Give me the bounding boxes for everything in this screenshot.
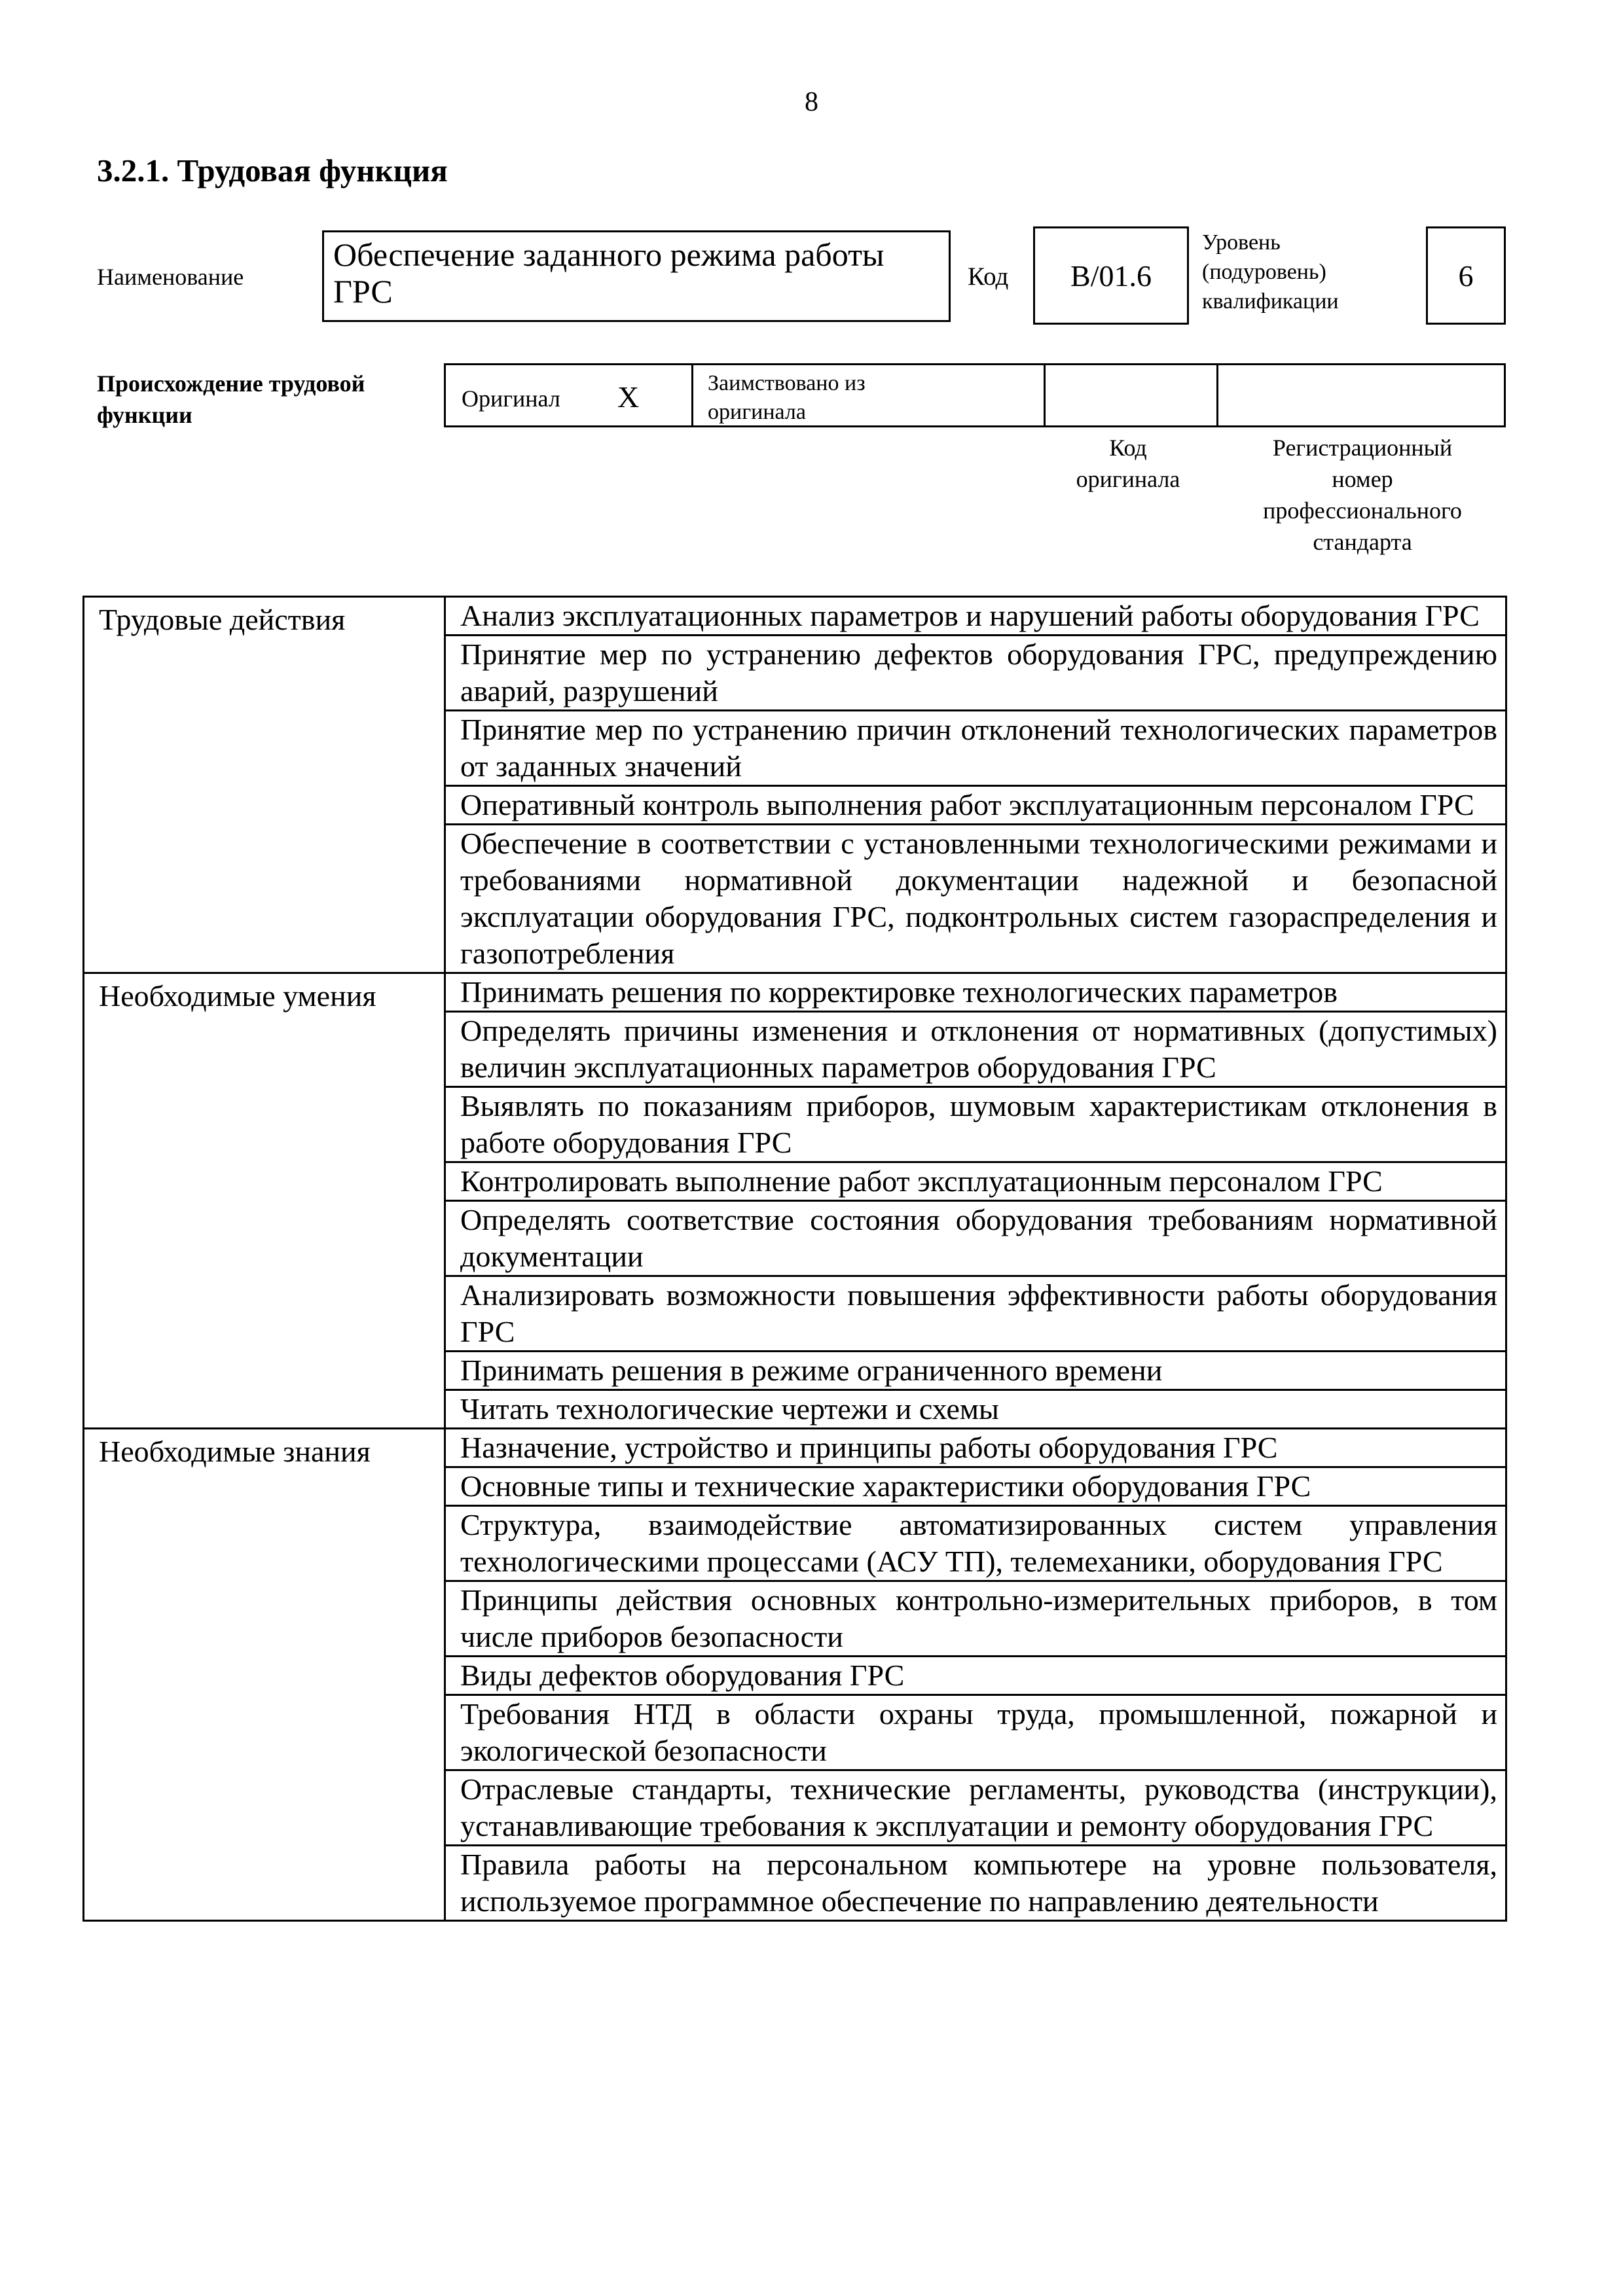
table-cell: Выявлять по показаниям приборов, шумовым характеристикам отклонения в работе оборудования ГРС [445,1087,1506,1162]
original-code-cell [1046,365,1218,425]
code-value: B/01.6 [1070,259,1152,293]
table-row [84,973,1506,1012]
borrowed-label-line: Заимствовано из [708,371,866,395]
table-cell: Контролировать выполнение работ эксплуатационным персоналом ГРС [445,1162,1506,1201]
category-required-skills: Необходимые умения [84,973,445,1429]
table-cell: Виды дефектов оборудования ГРС [445,1657,1506,1695]
caption-line: профессионального [1263,497,1462,524]
caption-line: Регистрационный [1272,435,1453,461]
level-label-line: квалификации [1202,289,1339,314]
origin-borrowed-cell [693,365,1046,425]
category-labor-actions: Трудовые действия [84,597,445,973]
code-box [1033,226,1189,325]
page-number: 8 [805,87,818,117]
borrowed-label [708,369,1035,427]
labor-function-table [82,596,1507,1922]
table-cell: Принимать решения в режиме ограниченного времени [445,1352,1506,1390]
table-cell: Оперативный контроль выполнения работ эксплуатационным персоналом ГРС [445,786,1506,825]
function-name-box [322,230,951,322]
table-row [84,597,1506,636]
caption-line: номер [1332,466,1393,492]
reg-number-cell [1218,365,1504,425]
table-cell: Принципы действия основных контрольно-измерительных приборов, в том числе приборов безопасности [445,1581,1506,1657]
origin-label [97,368,365,431]
level-label-line: (подуровень) [1202,260,1326,284]
table-cell: Анализ эксплуатационных параметров и нарушений работы оборудования ГРС [445,597,1506,636]
table-row [84,1429,1506,1467]
origin-label-line: Происхождение трудовой [97,370,365,397]
section-title: 3.2.1. Трудовая функция [97,152,448,188]
table-cell: Назначение, устройство и принципы работы оборудования ГРС [445,1429,1506,1467]
table-cell: Определять соответствие состояния оборудования требованиям нормативной документации [445,1201,1506,1276]
original-label: Оригинал [462,386,560,412]
table-cell: Принимать решения по корректировке технологических параметров [445,973,1506,1012]
table-cell: Основные типы и технические характеристики оборудования ГРС [445,1467,1506,1506]
category-required-knowledge: Необходимые знания [84,1429,445,1921]
table-cell: Требования НТД в области охраны труда, промышленной, пожарной и экологической безопасности [445,1695,1506,1770]
name-label: Наименование [97,264,244,290]
table-cell: Читать технологические чертежи и схемы [445,1390,1506,1429]
original-mark: X [617,380,640,414]
table-cell: Принятие мер по устранению дефектов оборудования ГРС, предупреждению аварий, разрушений [445,636,1506,711]
table-cell: Принятие мер по устранению причин отклонений технологических параметров от заданных значений [445,711,1506,786]
caption-line: Код [1109,435,1147,461]
level-value: 6 [1458,259,1474,293]
origin-original-cell [446,365,693,425]
caption-line: стандарта [1313,529,1412,555]
original-code-caption [1046,432,1210,495]
function-name-value: Обеспечение заданного режима работы ГРС [333,236,884,310]
reg-number-caption [1219,432,1506,558]
origin-table [444,363,1506,427]
table-cell: Определять причины изменения и отклонения от нормативных (допустимых) величин эксплуатационных параметров оборудования ГРС [445,1012,1506,1087]
table-cell: Правила работы на персональном компьютере на уровне пользователя, используемое программное обеспечение по направлению деятельности [445,1846,1506,1921]
level-box [1426,226,1506,325]
table-cell: Обеспечение в соответствии с установленными технологическими режимами и требованиями нормативной документации надежной и безопасной эксплуатации оборудования ГРС, подконтрольных систем газораспределения и газопотребления [445,825,1506,973]
table-cell: Структура, взаимодействие автоматизированных систем управления технологическими процессами (АСУ ТП), телемеханики, оборудования ГРС [445,1506,1506,1581]
borrowed-label-line: оригинала [708,400,806,424]
level-label-line: Уровень [1202,230,1281,255]
table-cell: Отраслевые стандарты, технические регламенты, руководства (инструкции), устанавливающие требования к эксплуатации и ремонту оборудования ГРС [445,1770,1506,1846]
qualification-level-label [1202,228,1339,316]
code-label: Код [968,262,1009,291]
caption-line: оригинала [1076,466,1180,492]
origin-label-line: функции [97,402,192,428]
table-cell: Анализировать возможности повышения эффективности работы оборудования ГРС [445,1276,1506,1352]
